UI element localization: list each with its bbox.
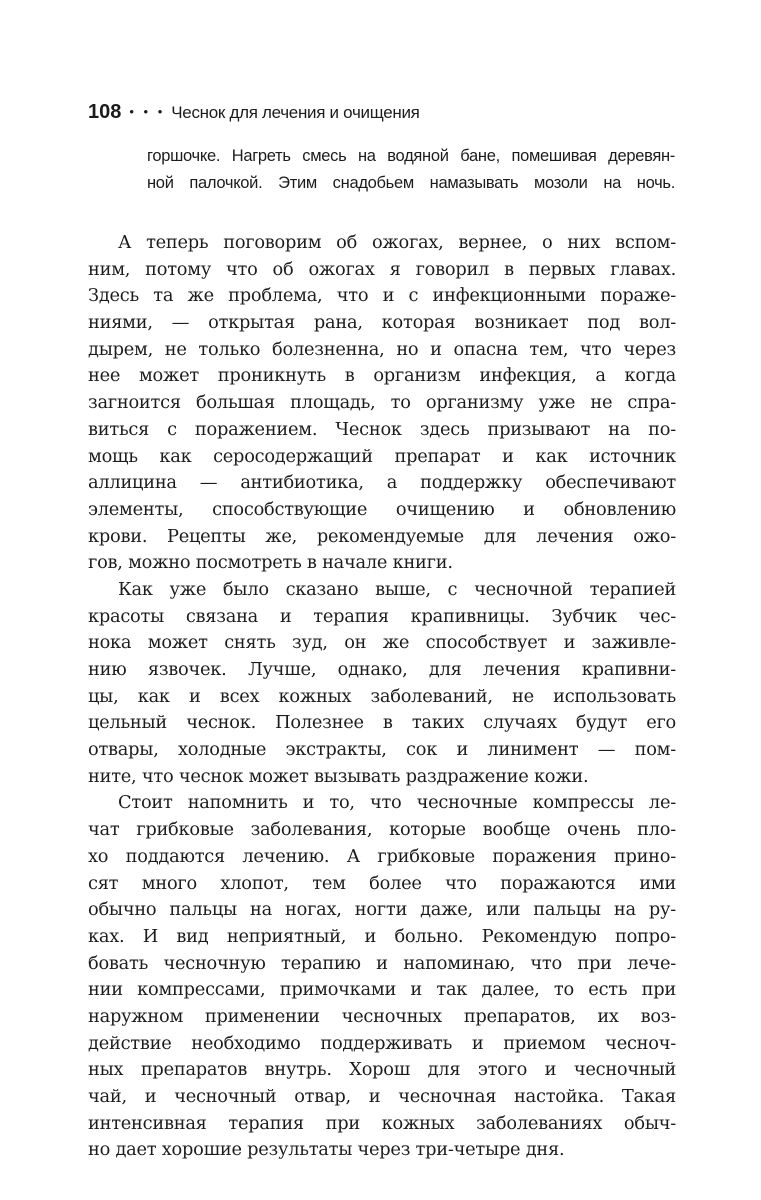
- text-line: красоты связана и терапия крапивницы. Зубчик чес-: [88, 605, 676, 627]
- text-line: дырем, не только болезненна, но и опасна тем, что через: [88, 338, 676, 360]
- text-line: Как уже было сказано выше, с чесночной терапией: [118, 578, 676, 600]
- text-line: мощь как серосодержащий препарат и как источник: [88, 445, 676, 467]
- paragraph-fungal: [88, 790, 676, 1164]
- text-line: ним, потому что об ожогах я говорил в первых главах.: [88, 258, 676, 280]
- text-line: крови. Рецепты же, рекомендуемые для лечения ожо-: [88, 525, 676, 547]
- text-line: но дает хорошие результаты через три-четыре дня.: [88, 1139, 565, 1161]
- page-number: 108: [88, 101, 122, 123]
- text-line: хо поддаются лечению. А грибковые поражения прино-: [88, 845, 676, 867]
- text-line: нее может проникнуть в организм инфекция, а когда: [88, 365, 676, 387]
- text-line: бовать чесночную терапию и напоминаю, что при лече-: [88, 952, 676, 974]
- text-line: А теперь поговорим об ожогах, вернее, о них вспом-: [118, 232, 676, 253]
- running-header: [88, 100, 688, 125]
- text-line: наружном применении чесночных препаратов, их воз-: [88, 1005, 676, 1027]
- text-line: нии компрессами, примочками и так далее, то есть при: [88, 979, 676, 1001]
- paragraph-urticaria: [88, 577, 676, 791]
- text-line: виться с поражением. Чеснок здесь призывают на по-: [88, 418, 676, 440]
- recipe-continuation: [147, 144, 675, 197]
- text-line: Здесь та же проблема, что и с инфекционными пораже-: [88, 285, 676, 307]
- text-line: чат грибковые заболевания, которые вообще очень пло-: [88, 819, 676, 841]
- text-line: загноится большая площадь, то организму уже не спра-: [88, 392, 676, 414]
- text-line: действие необходимо поддерживать и приемом чесноч-: [88, 1032, 676, 1054]
- text-line: ных препаратов внутрь. Хорош для этого и чесночный: [88, 1059, 676, 1081]
- paragraph-burns: [88, 230, 676, 577]
- recipe-line: ной палочкой. Этим снадобьем намазывать мозоли на ночь.: [147, 173, 675, 192]
- text-line: интенсивная терапия при кожных заболеваниях обыч-: [88, 1112, 676, 1134]
- text-line: Стоит напомнить и то, что чесночные компрессы ле-: [118, 792, 676, 814]
- text-line: элементы, способствующие очищению и обновлению: [88, 498, 676, 520]
- text-line: чай, и чесночный отвар, и чесночная настойка. Такая: [88, 1086, 676, 1107]
- text-line: отвары, холодные экстракты, сок и линимент — пом-: [88, 739, 676, 761]
- text-line: аллицина — антибиотика, а поддержку обеспечивают: [88, 472, 676, 494]
- text-line: цельный чеснок. Полезнее в таких случаях будут его: [88, 712, 676, 734]
- text-line: нока может снять зуд, он же способствует и заживле-: [88, 632, 676, 654]
- text-line: нию язвочек. Лучше, однако, для лечения крапивни-: [88, 659, 676, 680]
- text-line: сят много хлопот, тем более что поражаются ими: [88, 872, 676, 894]
- text-line: ните, что чеснок может вызывать раздражение кожи.: [88, 765, 589, 787]
- recipe-line: горшочке. Нагреть смесь на водяной бане, помешивая деревян-: [147, 147, 675, 165]
- text-line: обычно пальцы на ногах, ногти даже, или пальцы на ру-: [88, 899, 676, 921]
- header-bullets: • • •: [129, 104, 166, 119]
- running-title: Чеснок для лечения и очищения: [171, 103, 420, 122]
- text-line: цы, как и всех кожных заболеваний, не использовать: [88, 685, 676, 707]
- body-text: [88, 230, 676, 1164]
- text-line: ниями, — открытая рана, которая возникает под вол-: [88, 312, 676, 334]
- text-line: гов, можно посмотреть в начале книги.: [88, 552, 453, 574]
- text-line: ках. И вид неприятный, и больно. Рекомендую попро-: [88, 925, 676, 947]
